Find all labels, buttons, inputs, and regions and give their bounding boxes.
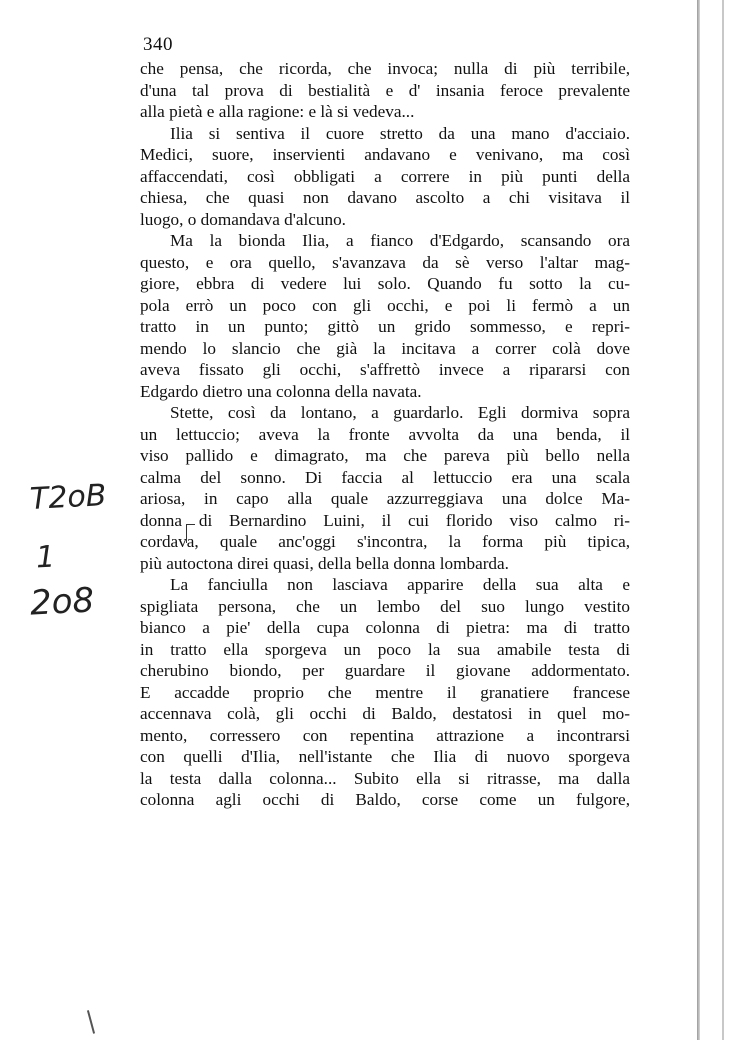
- text-line: Ilia si sentiva il cuore stretto da una mano d'acciaio.: [170, 123, 630, 143]
- text-line: E accadde proprio che mentre il granatiere francese: [140, 682, 630, 702]
- page-edge-line: [722, 0, 724, 1040]
- text-line: cherubino biondo, per guardare il giovane addormentato.: [140, 661, 630, 680]
- text-line: d'una tal prova di bestialità e d' insania feroce prevalente: [140, 80, 630, 100]
- page-edge-shadow: [697, 0, 700, 1040]
- text-line: aveva fissato gli occhi, s'affrettò invece a ripararsi con: [140, 360, 630, 379]
- pencil-tick-mark: [87, 1010, 95, 1034]
- text-line: donna di Bernardino Luini, il cui florido viso calmo ri-: [140, 510, 630, 530]
- pencil-bracket-mark: [186, 524, 195, 543]
- page-number: 340: [143, 34, 173, 55]
- text-line: spigliata persona, che un lembo del suo lungo vestito: [140, 596, 630, 616]
- text-line: alla pietà e alla ragione: e là si vedeva...: [140, 102, 415, 121]
- text-line: pola errò un poco con gli occhi, e poi li fermò a un: [140, 295, 630, 315]
- text-line: chiesa, che quasi non davano ascolto a chi visitava il: [140, 188, 630, 207]
- text-line: tratto in un punto; gittò un grido sommesso, e repri-: [140, 317, 630, 336]
- text-line: viso pallido e dimagrato, ma che pareva più bello nella: [140, 446, 630, 465]
- text-line: questo, e ora quello, s'avanzava da sè verso l'altar mag-: [140, 252, 630, 272]
- text-line: giore, ebbra di vedere lui solo. Quando fu sotto la cu-: [140, 274, 630, 293]
- text-line: in tratto ella sporgeva un poco la sua amabile testa di: [140, 639, 630, 659]
- text-line: affaccendati, così obbligati a correre in più punti della: [140, 166, 630, 186]
- text-line: che pensa, che ricorda, che invoca; nulla di più terribile,: [140, 59, 630, 78]
- text-line: Medici, suore, inservienti andavano e venivano, ma così: [140, 145, 630, 164]
- margin-annotation-2: 1: [35, 539, 56, 576]
- text-line: la testa dalla colonna... Subito ella si ritrasse, ma dalla: [140, 768, 630, 788]
- text-line: cordava, quale anc'oggi s'incontra, la forma più tipica,: [140, 532, 630, 551]
- text-line: bianco a pie' della cupa colonna di pietra: ma di tratto: [140, 618, 630, 637]
- body-text: [140, 58, 630, 811]
- text-line: calma del sonno. Di faccia al lettuccio era una scala: [140, 467, 630, 487]
- text-line: un lettuccio; aveva la fronte avvolta da una benda, il: [140, 424, 630, 444]
- text-line: con quelli d'Ilia, nell'istante che Ilia di nuovo sporgeva: [140, 747, 630, 766]
- text-line: accennava colà, gli occhi di Baldo, destatosi in quel mo-: [140, 704, 630, 723]
- text-line: colonna agli occhi di Baldo, corse come un fulgore,: [140, 790, 630, 809]
- text-line: La fanciulla non lasciava apparire della sua alta e: [170, 575, 630, 594]
- text-line: Edgardo dietro una colonna della navata.: [140, 381, 422, 401]
- text-line: mento, corressero con repentina attrazione a incontrarsi: [140, 725, 630, 745]
- text-line: Stette, così da lontano, a guardarlo. Egli dormiva sopra: [170, 403, 630, 422]
- text-line: ariosa, in capo alla quale azzurreggiava una dolce Ma-: [140, 489, 630, 508]
- text-line: più autoctona direi quasi, della bella donna lombarda.: [140, 553, 509, 573]
- text-line: mendo lo slancio che già la incitava a correr colà dove: [140, 338, 630, 358]
- text-line: Ma la bionda Ilia, a fianco d'Edgardo, scansando ora: [170, 231, 630, 250]
- margin-annotation-3: 2o8: [28, 580, 96, 624]
- margin-annotation-1: T2oB: [29, 478, 108, 517]
- text-line: luogo, o domandava d'alcuno.: [140, 209, 346, 229]
